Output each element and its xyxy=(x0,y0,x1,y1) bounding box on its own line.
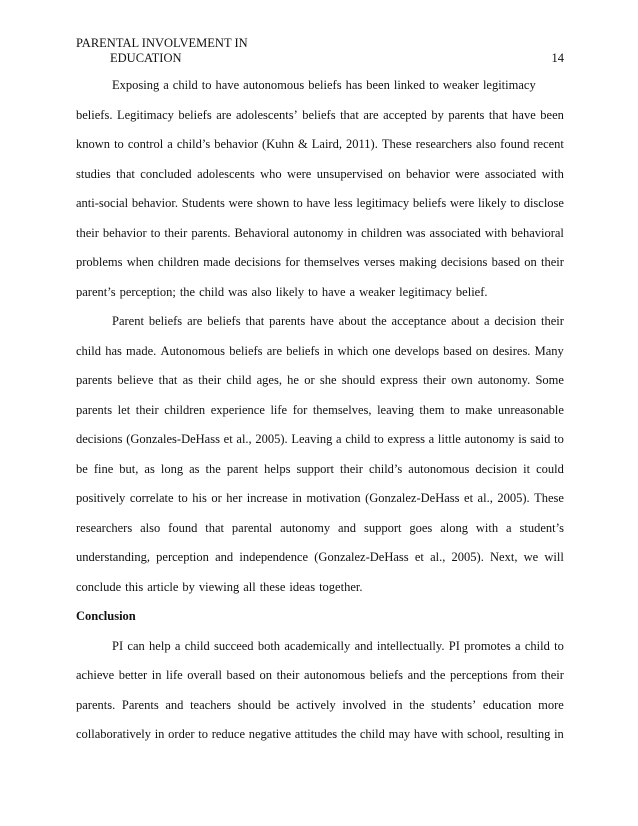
text-line: Exposing a child to have autonomous beliefs has been linked to weaker legitimacy xyxy=(112,78,536,92)
text-line: researchers also found that parental autonomy and support goes along with a student’s xyxy=(76,520,564,535)
text-line: conclude this article by viewing all these ideas together. xyxy=(76,579,363,594)
text-line: parents believe that as their child ages, he or she should express their own autonomy. Some xyxy=(76,373,564,387)
text-line: studies that concluded adolescents who were unsupervised on behavior were associated with xyxy=(76,166,564,181)
running-head xyxy=(76,36,564,66)
text-line: collaboratively in order to reduce negative attitudes the child may have with school, resulting in xyxy=(76,727,564,741)
text-line: known to control a child’s behavior (Kuhn & Laird, 2011). These researchers also found recent xyxy=(76,137,564,151)
text-line: their behavior to their parents. Behavioral autonomy in children was associated with behavioral xyxy=(76,225,564,240)
text-line: parents. Parents and teachers should be actively involved in the students’ education more xyxy=(76,697,564,712)
text-line: decisions (Gonzales-DeHass et al., 2005). Leaving a child to express a little autonomy is said to xyxy=(76,432,564,446)
text-line: beliefs. Legitimacy beliefs are adolescents’ beliefs that are accepted by parents that have been xyxy=(76,107,564,122)
text-line: parents let their children experience life for themselves, leaving them to make unreasonable xyxy=(76,402,564,417)
document-body xyxy=(76,71,564,750)
running-head-line-2: EDUCATION xyxy=(110,51,182,65)
text-line: achieve better in life overall based on their autonomous beliefs and the perceptions from their xyxy=(76,668,564,682)
text-line: parent’s perception; the child was also likely to have a weaker legitimacy belief. xyxy=(76,284,488,299)
text-line: be fine but, as long as the parent helps support their child’s autonomous decision it could xyxy=(76,461,564,476)
text-line: understanding, perception and independence (Gonzalez-DeHass et al., 2005). Next, we will xyxy=(76,550,564,564)
running-head-line-1: PARENTAL INVOLVEMENT IN xyxy=(76,36,248,50)
section-heading: Conclusion xyxy=(76,609,136,623)
text-line: anti-social behavior. Students were shown to have less legitimacy beliefs were likely to disclose xyxy=(76,196,564,210)
text-line: positively correlate to his or her increase in motivation (Gonzalez-DeHass et al., 2005). These xyxy=(76,491,564,505)
text-line: Parent beliefs are beliefs that parents have about the acceptance about a decision their xyxy=(112,314,564,328)
page-number: 14 xyxy=(551,51,564,65)
text-line: problems when children made decisions for themselves verses making decisions based on their xyxy=(76,255,564,269)
text-line: PI can help a child succeed both academically and intellectually. PI promotes a child to xyxy=(112,638,564,653)
text-line: child has made. Autonomous beliefs are beliefs in which one develops based on desires. Many xyxy=(76,343,564,358)
